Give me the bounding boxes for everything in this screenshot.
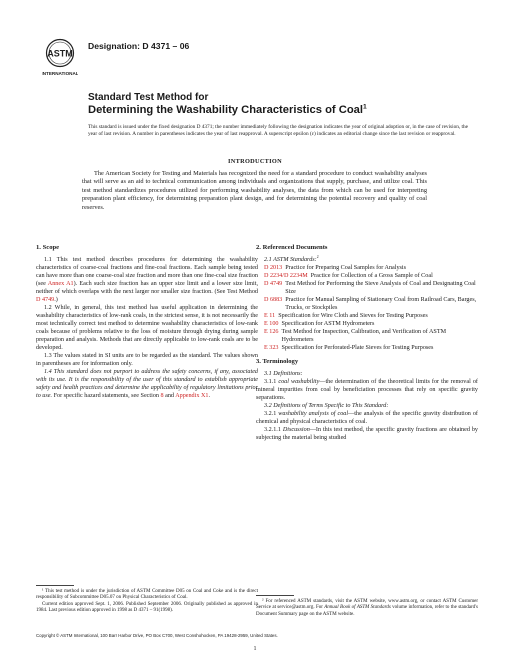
reference-item <box>256 264 478 272</box>
reference-item <box>256 328 478 344</box>
reference-title: Specification for Wire Cloth and Sieves for Testing Purposes <box>278 313 428 319</box>
introduction-heading: INTRODUCTION <box>228 158 282 165</box>
reference-item <box>256 320 478 328</box>
logo-wordmark: INTERNATIONAL <box>42 71 78 76</box>
terminology-para-4: 3.2.1 washability analysis of coal—the analysis of the specific gravity distribution of chemical and physical characteristics of coal. <box>256 411 478 425</box>
title-line-2 <box>88 104 468 117</box>
reference-title: Test Method for Inspection, Calibration, and Verification of ASTM Hydrometers <box>281 329 447 343</box>
reference-item <box>256 312 478 320</box>
terminology-heading: 3. Terminology <box>256 358 299 365</box>
section-8-link[interactable]: 8 <box>160 393 164 399</box>
scope-para-1: 1.1 This test method describes procedures for determining the washability characteristics of coarse-coal fractions and fine-coal fractions. Each sample being tested can have more than one coarse-coal size fraction and more than one fine-coal size fraction (see Annex A1). Each such size fraction has an upper size limit and a lower size limit, neither of which overlaps with the next larger nor smaller size fraction. (See Test Method D 4749.) <box>36 257 259 303</box>
terminology-para-2: 3.1.1 coal washability—the determination of the theoretical limits for the removal of mineral impurities from coal by beneficiation processes that rely on specific gravity separations. <box>256 379 478 401</box>
referenced-documents-heading: 2. Referenced Documents <box>256 244 328 251</box>
svg-text:ASTM: ASTM <box>47 48 73 59</box>
reference-code-link[interactable]: D 4749 <box>264 281 283 287</box>
left-footnotes <box>36 589 258 614</box>
right-footnotes <box>256 599 478 618</box>
reference-title: Specification for Perforated-Plate Sieves for Testing Purposes <box>281 345 434 351</box>
reference-title: Practice for Manual Sampling of Stationary Coal from Railroad Cars, Barges, Trucks, or Stockpiles <box>285 297 477 311</box>
reference-title: Specification for ASTM Hydrometers <box>281 321 375 327</box>
reference-item <box>256 280 478 296</box>
scope-para-4: 1.4 This standard does not purport to address the safety concerns, if any, associated with its use. It is the responsibility of the user of this standard to establish appropriate safety and health practices and determine the applicability of regulatory limitations prior to use. For specific hazard statements, see Section 8 and Appendix X1. <box>36 369 258 399</box>
reference-list <box>256 264 478 352</box>
terminology-para-3: 3.2 Definitions of Terms Specific to This Standard: <box>264 403 389 409</box>
appendix-x1-link[interactable]: Appendix X1 <box>175 393 209 399</box>
reference-code-link[interactable]: E 11 <box>264 313 276 319</box>
scope-para-3: 1.3 The values stated in SI units are to be regarded as the standard. The values shown in parentheses are for information only. <box>36 353 258 367</box>
title-footnote-mark: 1 <box>362 103 367 111</box>
right-footnote-rule <box>256 595 294 596</box>
terminology-para-1: 3.1 Definitions: <box>264 371 303 377</box>
d4749-link[interactable]: D 4749 <box>36 297 55 303</box>
issue-note: This standard is issued under the fixed designation D 4371; the number immediately following the designation indicates the year of original adoption or, in the case of revision, the year of last revision. A number in parentheses indicates the year of last reapproval. A superscript epsilon (ε) indicates an editorial change since the last revision or reapproval. <box>88 124 468 138</box>
copyright-notice: Copyright © ASTM International, 100 Barr Harbor Drive, PO Box C700, West Conshohocken, PA 19428-2959, United States. <box>36 633 278 638</box>
right-column <box>256 244 478 442</box>
reference-code-link[interactable]: E 100 <box>264 321 279 327</box>
astm-standards-subheading: 2.1 ASTM Standards:$^2$ <box>264 254 319 263</box>
astm-logo <box>42 38 78 78</box>
reference-item <box>256 272 478 280</box>
terminology-para-5: 3.2.1.1 Discussion—In this test method, the specific gravity fractions are obtained by subjecting the material being studied <box>256 427 479 441</box>
annex-a1-link[interactable]: Annex A1 <box>47 281 74 287</box>
footnote-2: ² For referenced ASTM standards, visit the ASTM website, www.astm.org, or contact ASTM Customer Service at service@astm.org. For Annual Book of ASTM Standards volume information, refer to the standard's Document Summary page on the ASTM website. <box>256 599 478 617</box>
left-footnote-rule <box>36 585 74 586</box>
title-line-1: Standard Test Method for <box>88 92 209 103</box>
introduction-text: The American Society for Testing and Materials has recognized the need for a standard procedure to conduct washability analyses that will serve as an aid to technical communication among individuals and organizations that supply, purchase, and utilize coal. This test method standardizes procedures utilized for performing washability analyses, the data from which can be used for interpreting preparation plant efficiency, for determining preparation plant design, and for determining the potential recovery and quality of coal reserves. <box>82 170 427 211</box>
scope-heading: 1. Scope <box>36 244 60 251</box>
reference-title: Test Method for Performing the Sieve Analysis of Coal and Designating Coal Size <box>285 281 476 295</box>
designation: Designation: D 4371 – 06 <box>88 41 190 51</box>
left-column <box>36 244 258 400</box>
scope-para-2: 1.2 While, in general, this test method has useful application in determining the washability characteristics of low-rank coals, in the strictest sense, it is not necessarily the most technically correct test method to determine washability characteristics of low-rank coals because of problems relative to the loss of moisture through drying during sample preparation and analysis. Methods that are directly applicable to low-rank coals are to be developed. <box>36 305 258 351</box>
reference-code-link[interactable]: D 6883 <box>264 297 283 303</box>
title-block <box>88 92 468 117</box>
footnote-1: ¹ This test method is under the jurisdiction of ASTM Committee D05 on Coal and Coke and is the direct responsibility of Subcommittee D05.07 on Physical Characteristics of Coal. <box>36 589 258 601</box>
footnote-1-edition: Current edition approved Sept. 1, 2006. Published September 2006. Originally published as approved in 1984. Last previous edition approved in 1998 as D 4371 – 91(1998). <box>36 601 258 613</box>
reference-code-link[interactable]: E 126 <box>264 329 279 335</box>
reference-item <box>256 344 478 352</box>
reference-code-link[interactable]: D 2234/D 2234M <box>264 273 308 279</box>
document-title: Determining the Washability Characteristics of Coal <box>88 104 363 116</box>
reference-code-link[interactable]: E 323 <box>264 345 279 351</box>
page-number: 1 <box>253 646 257 652</box>
reference-item <box>256 296 478 312</box>
reference-title: Practice for Collection of a Gross Sample of Coal <box>310 273 433 279</box>
reference-code-link[interactable]: D 2013 <box>264 265 283 271</box>
reference-title: Practice for Preparing Coal Samples for Analysis <box>285 265 407 271</box>
astm-logo-icon <box>42 38 78 78</box>
